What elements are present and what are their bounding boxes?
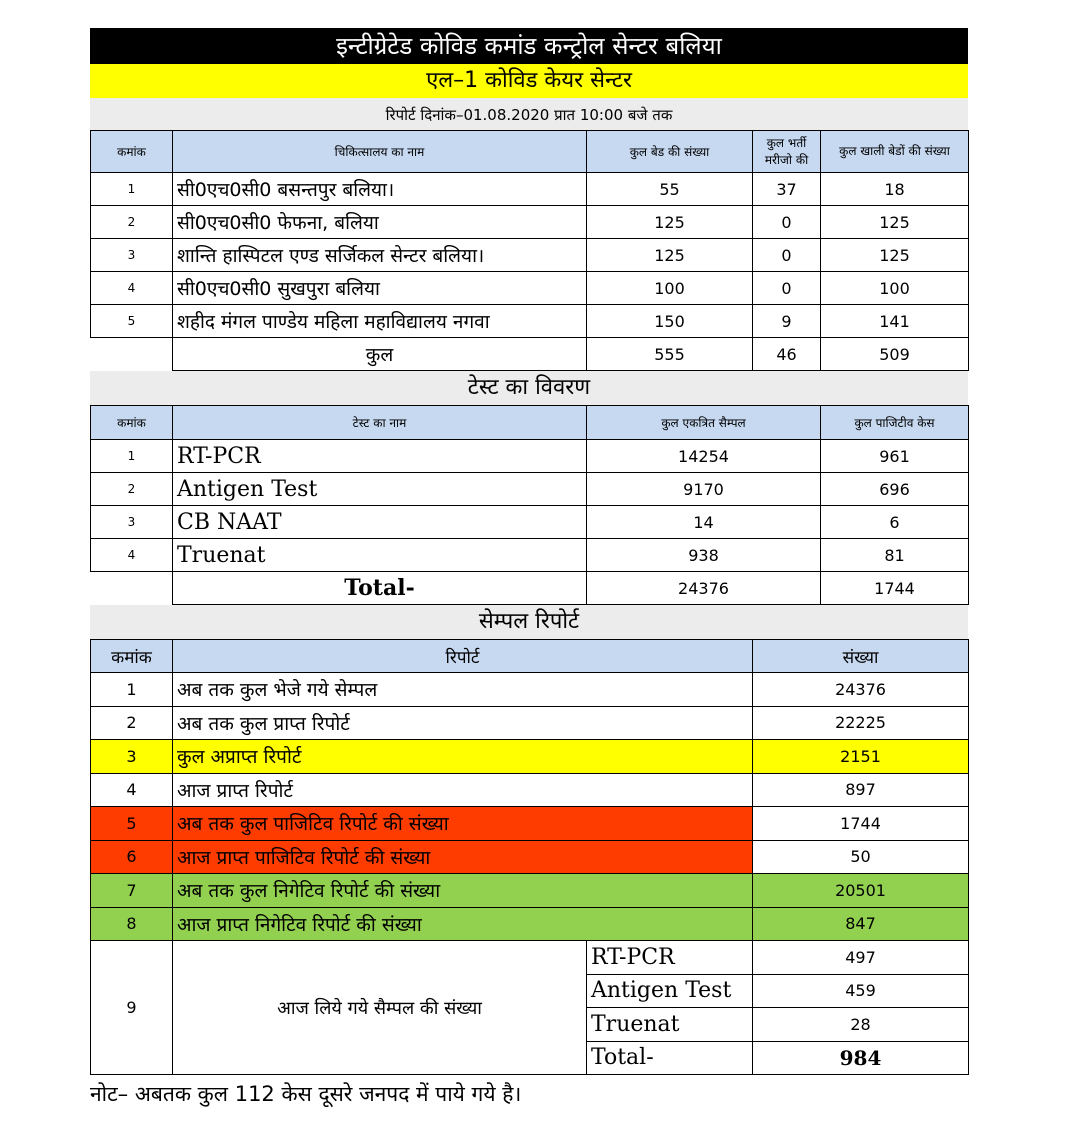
report-label-cell: अब तक कुल प्राप्त रिपोर्ट (173, 706, 753, 740)
positive-cell: 81 (821, 539, 969, 572)
page-subtitle: एल–1 कोविड केयर सेन्टर (90, 64, 968, 98)
test-name-cell: CB NAAT (173, 506, 587, 539)
hospital-beds-table (90, 130, 969, 371)
report-label-cell: कुल अप्राप्त रिपोर्ट (173, 740, 753, 774)
table-row (91, 807, 969, 841)
beds-cell: 125 (587, 239, 753, 272)
total-label: Total- (173, 572, 587, 605)
count-cell: 22225 (753, 706, 969, 740)
serial-cell: 3 (91, 740, 173, 774)
col-header-serial: कमांक (91, 640, 173, 673)
today-test-count: 28 (753, 1008, 969, 1042)
col-header-count: संख्या (753, 640, 969, 673)
report-label-cell: अब तक कुल भेजे गये सेम्पल (173, 673, 753, 707)
hospital-name-cell: शान्ति हास्पिटल एण्ड सर्जिकल सेन्टर बलिया। (173, 239, 587, 272)
col-header-serial: कमांक (91, 131, 173, 173)
serial-cell: 6 (91, 840, 173, 874)
serial-cell: 8 (91, 907, 173, 941)
serial-cell: 3 (91, 506, 173, 539)
table-row (91, 673, 969, 707)
total-vacant: 509 (821, 338, 969, 371)
report-date: रिपोर्ट दिनांक–01.08.2020 प्रात 10:00 बजे तक (90, 98, 968, 130)
test-name-cell: Truenat (173, 539, 587, 572)
hospital-name-cell: सी0एच0सी0 फेफना, बलिया (173, 206, 587, 239)
test-section-title: टेस्ट का विवरण (90, 371, 968, 405)
col-header-serial: कमांक (91, 406, 173, 440)
serial-cell: 4 (91, 773, 173, 807)
serial-cell: 4 (91, 539, 173, 572)
beds-cell: 100 (587, 272, 753, 305)
table-row (91, 239, 969, 272)
table-row (91, 840, 969, 874)
serial-cell: 1 (91, 173, 173, 206)
today-test-name: Antigen Test (587, 974, 753, 1008)
col-header-total-beds: कुल बेड की संख्या (587, 131, 753, 173)
samples-cell: 9170 (587, 473, 821, 506)
col-header-test-name: टेस्ट का नाम (173, 406, 587, 440)
today-test-count: 497 (753, 941, 969, 975)
total-positive: 1744 (821, 572, 969, 605)
sample-report-table (90, 639, 969, 1075)
serial-cell: 1 (91, 673, 173, 707)
col-header-vacant-beds: कुल खाली बेडों की संख्या (821, 131, 969, 173)
table-row (91, 206, 969, 239)
empty-cell (91, 572, 173, 605)
serial-cell: 4 (91, 272, 173, 305)
today-samples-label: आज लिये गये सैम्पल की संख्या (173, 941, 587, 1075)
test-details-table (90, 405, 969, 605)
table-row (91, 272, 969, 305)
hospital-name-cell: सी0एच0सी0 बसन्तपुर बलिया। (173, 173, 587, 206)
today-samples-row (91, 941, 969, 975)
table-row (91, 506, 969, 539)
positive-cell: 6 (821, 506, 969, 539)
hospital-name-cell: शहीद मंगल पाण्डेय महिला महाविद्यालय नगवा (173, 305, 587, 338)
col-header-admitted: कुल भर्ती मरीजो की (753, 131, 821, 173)
report-sheet (90, 28, 968, 1075)
count-cell: 847 (753, 907, 969, 941)
total-label: कुल (173, 338, 587, 371)
footnote: नोट– अबतक कुल 112 केस दूसरे जनपद में पाये गये है। (90, 1082, 522, 1106)
vacant-cell: 125 (821, 206, 969, 239)
count-cell: 20501 (753, 874, 969, 908)
serial-cell: 2 (91, 706, 173, 740)
serial-cell: 1 (91, 440, 173, 473)
beds-cell: 150 (587, 305, 753, 338)
report-label-cell: अब तक कुल पाजिटिव रिपोर्ट की संख्या (173, 807, 753, 841)
serial-cell: 7 (91, 874, 173, 908)
report-label-cell: आज प्राप्त रिपोर्ट (173, 773, 753, 807)
today-test-name: RT-PCR (587, 941, 753, 975)
table-row (91, 874, 969, 908)
serial-cell: 2 (91, 473, 173, 506)
report-label-cell: अब तक कुल निगेटिव रिपोर्ट की संख्या (173, 874, 753, 908)
page-title: इन्टीग्रेटेड कोविड कमांड कन्ट्रोल सेन्टर बलिया (90, 28, 968, 64)
vacant-cell: 141 (821, 305, 969, 338)
col-header-positive: कुल पाजिटीव केस (821, 406, 969, 440)
vacant-cell: 18 (821, 173, 969, 206)
count-cell: 897 (753, 773, 969, 807)
hospital-name-cell: सी0एच0सी0 सुखपुरा बलिया (173, 272, 587, 305)
total-beds: 555 (587, 338, 753, 371)
table-row (91, 740, 969, 774)
table-row (91, 173, 969, 206)
table-row (91, 539, 969, 572)
today-test-name: Truenat (587, 1008, 753, 1042)
table-row (91, 907, 969, 941)
beds-cell: 55 (587, 173, 753, 206)
test-name-cell: Antigen Test (173, 473, 587, 506)
col-header-hospital-name: चिकित्सालय का नाम (173, 131, 587, 173)
count-cell: 2151 (753, 740, 969, 774)
sample-section-title: सेम्पल रिपोर्ट (90, 605, 968, 639)
col-header-samples: कुल एकत्रित सैम्पल (587, 406, 821, 440)
report-label-cell: आज प्राप्त पाजिटिव रिपोर्ट की संख्या (173, 840, 753, 874)
test-name-cell: RT-PCR (173, 440, 587, 473)
beds-cell: 125 (587, 206, 753, 239)
table-row (91, 473, 969, 506)
vacant-cell: 125 (821, 239, 969, 272)
serial-cell: 3 (91, 239, 173, 272)
admitted-cell: 9 (753, 305, 821, 338)
table-row (91, 440, 969, 473)
total-samples: 24376 (587, 572, 821, 605)
admitted-cell: 0 (753, 272, 821, 305)
samples-cell: 14 (587, 506, 821, 539)
serial-cell: 2 (91, 206, 173, 239)
serial-cell: 5 (91, 305, 173, 338)
total-row (91, 338, 969, 371)
samples-cell: 938 (587, 539, 821, 572)
table-row (91, 706, 969, 740)
count-cell: 50 (753, 840, 969, 874)
serial-cell: 9 (91, 941, 173, 1075)
admitted-cell: 0 (753, 239, 821, 272)
total-row (91, 572, 969, 605)
table-row (91, 773, 969, 807)
count-cell: 1744 (753, 807, 969, 841)
today-total-label: Total- (587, 1041, 753, 1075)
col-header-report: रिपोर्ट (173, 640, 753, 673)
positive-cell: 696 (821, 473, 969, 506)
table-row (91, 305, 969, 338)
empty-cell (91, 338, 173, 371)
positive-cell: 961 (821, 440, 969, 473)
total-admitted: 46 (753, 338, 821, 371)
today-test-count: 459 (753, 974, 969, 1008)
vacant-cell: 100 (821, 272, 969, 305)
count-cell: 24376 (753, 673, 969, 707)
today-total-count: 984 (753, 1041, 969, 1075)
serial-cell: 5 (91, 807, 173, 841)
admitted-cell: 37 (753, 173, 821, 206)
samples-cell: 14254 (587, 440, 821, 473)
admitted-cell: 0 (753, 206, 821, 239)
report-label-cell: आज प्राप्त निगेटिव रिपोर्ट की संख्या (173, 907, 753, 941)
